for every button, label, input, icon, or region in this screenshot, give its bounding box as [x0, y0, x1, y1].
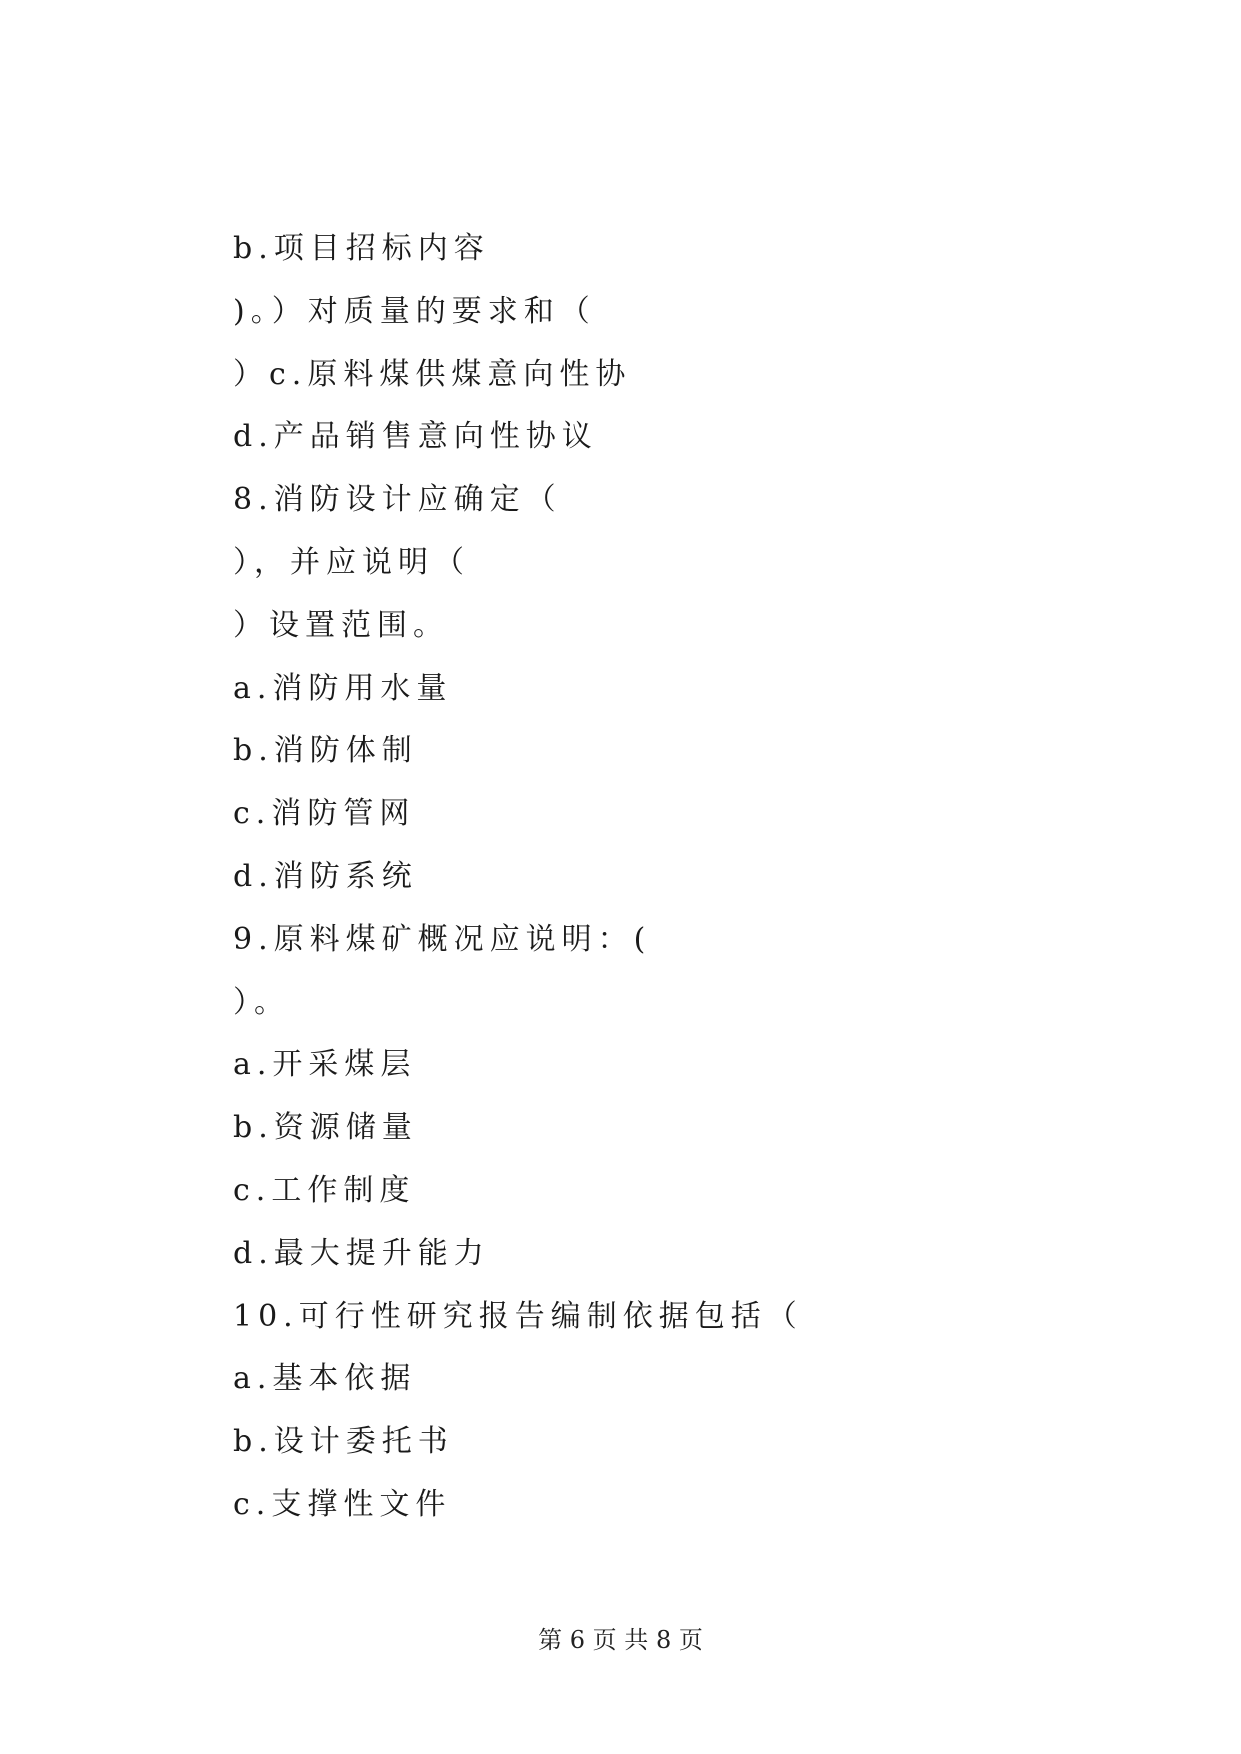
text-line: c.消防管网 — [233, 796, 416, 832]
text-line: a.基本依据 — [233, 1361, 417, 1397]
page-footer: 第 6 页 共 8 页 — [538, 1626, 703, 1654]
text-line: b.资源储量 — [233, 1110, 418, 1146]
text-line: ）c.原料煤供煤意向性协 — [233, 356, 632, 392]
text-line: d.最大提升能力 — [233, 1235, 490, 1271]
text-line: d.产品销售意向性协议 — [233, 419, 598, 455]
text-line: b.消防体制 — [233, 733, 418, 769]
text-line: ）。 — [233, 984, 290, 1020]
text-line: a.消防用水量 — [233, 670, 453, 706]
text-line: 10.可行性研究报告编制依据包括（ — [233, 1298, 803, 1334]
text-body — [233, 232, 803, 1551]
text-line: b.项目招标内容 — [233, 231, 490, 266]
text-line: b.设计委托书 — [233, 1424, 454, 1460]
text-line: 9.原料煤矿概况应说明：( — [233, 921, 652, 957]
text-line: )。）对质量的要求和（ — [233, 293, 596, 329]
text-line: c.工作制度 — [233, 1172, 416, 1208]
text-line: c.支撑性文件 — [233, 1486, 452, 1522]
text-line: ）设置范围。 — [233, 607, 449, 643]
text-line: 8.消防设计应确定（ — [233, 482, 562, 518]
text-line: d.消防系统 — [233, 858, 418, 894]
text-line: a.开采煤层 — [233, 1047, 417, 1083]
text-line: ），并应说明（ — [233, 544, 470, 580]
